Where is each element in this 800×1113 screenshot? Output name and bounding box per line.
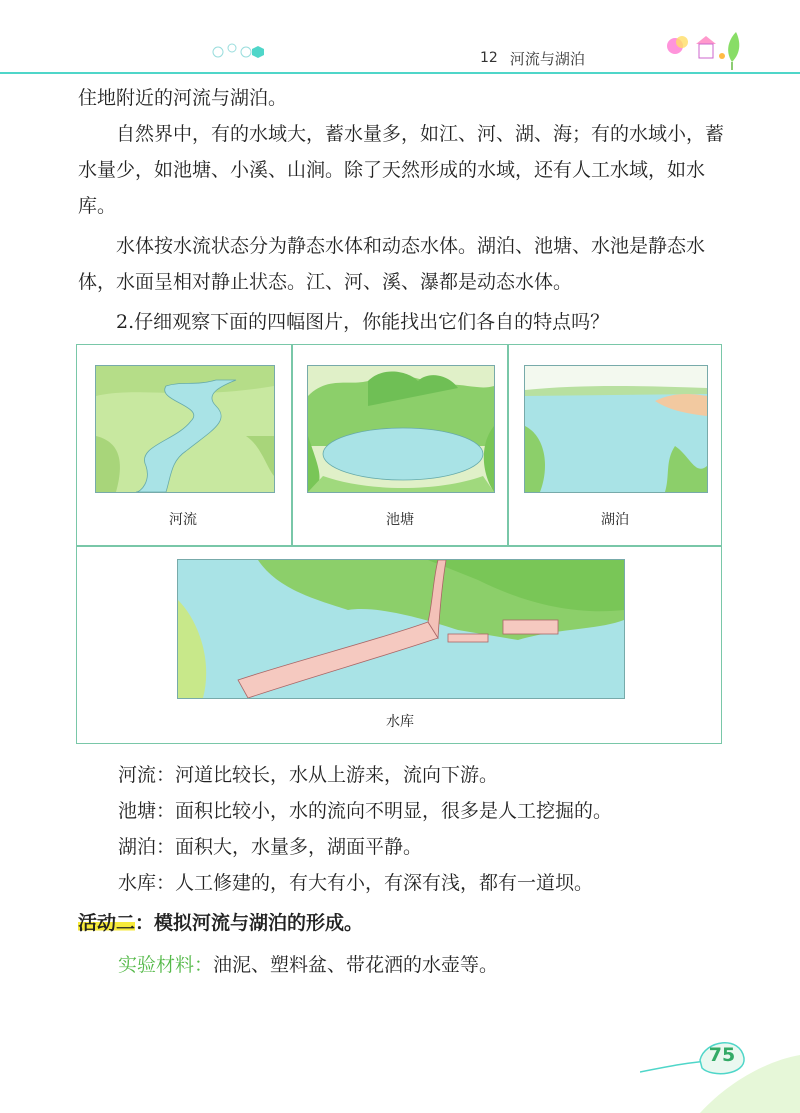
caption-lake: 湖泊 xyxy=(601,512,629,528)
materials-line xyxy=(118,950,498,977)
figure-grid xyxy=(76,344,722,744)
caption-pond: 池塘 xyxy=(386,512,414,528)
activity-heading xyxy=(78,908,363,935)
caption-reservoir: 水库 xyxy=(386,714,414,730)
continued-line: 住地附近的河流与湖泊。 xyxy=(78,87,288,109)
bubble-decoration-icon xyxy=(210,40,270,64)
chapter-title: 河流与湖泊 xyxy=(509,49,585,68)
lake-illustration xyxy=(524,365,708,493)
house-flower-decoration-icon xyxy=(660,26,750,72)
paragraph-water-areas: 自然界中，有的水域大，蓄水量多，如江、河、湖、海；有的水域小，蓄水量少，如池塘、小溪、山涧。除了天然形成的水域，还有人工水域，如水库。 xyxy=(78,123,725,217)
description-pond: 池塘：面积比较小，水的流向不明显，很多是人工挖掘的。 xyxy=(118,800,613,822)
paragraph-water-bodies: 水体按水流状态分为静态水体和动态水体。湖泊、池塘、水池是静态水体，水面呈相对静止状态。江、河、溪、瀑都是动态水体。 xyxy=(78,235,706,293)
pond-illustration xyxy=(307,365,495,493)
running-header xyxy=(480,38,585,78)
description-river: 河流：河道比较长，水从上游来，流向下游。 xyxy=(118,764,499,786)
river-illustration xyxy=(95,365,275,493)
activity-title: ：模拟河流与湖泊的形成。 xyxy=(135,912,364,934)
materials-label: 实验材料： xyxy=(118,954,214,976)
caption-river: 河流 xyxy=(169,512,197,528)
description-reservoir: 水库：人工修建的，有大有小，有深有浅，都有一道坝。 xyxy=(118,872,594,894)
question-four-pictures: 2.仔细观察下面的四幅图片，你能找出它们各自的特点吗？ xyxy=(116,311,610,333)
activity-label: 活动二 xyxy=(78,912,136,934)
chapter-number: 12 xyxy=(480,50,498,66)
reservoir-illustration xyxy=(177,559,625,699)
materials-text: 油泥、塑料盆、带花洒的水壶等。 xyxy=(213,954,499,976)
page-number: 75 xyxy=(708,1044,736,1066)
description-lake: 湖泊：面积大，水量多，湖面平静。 xyxy=(118,836,423,858)
